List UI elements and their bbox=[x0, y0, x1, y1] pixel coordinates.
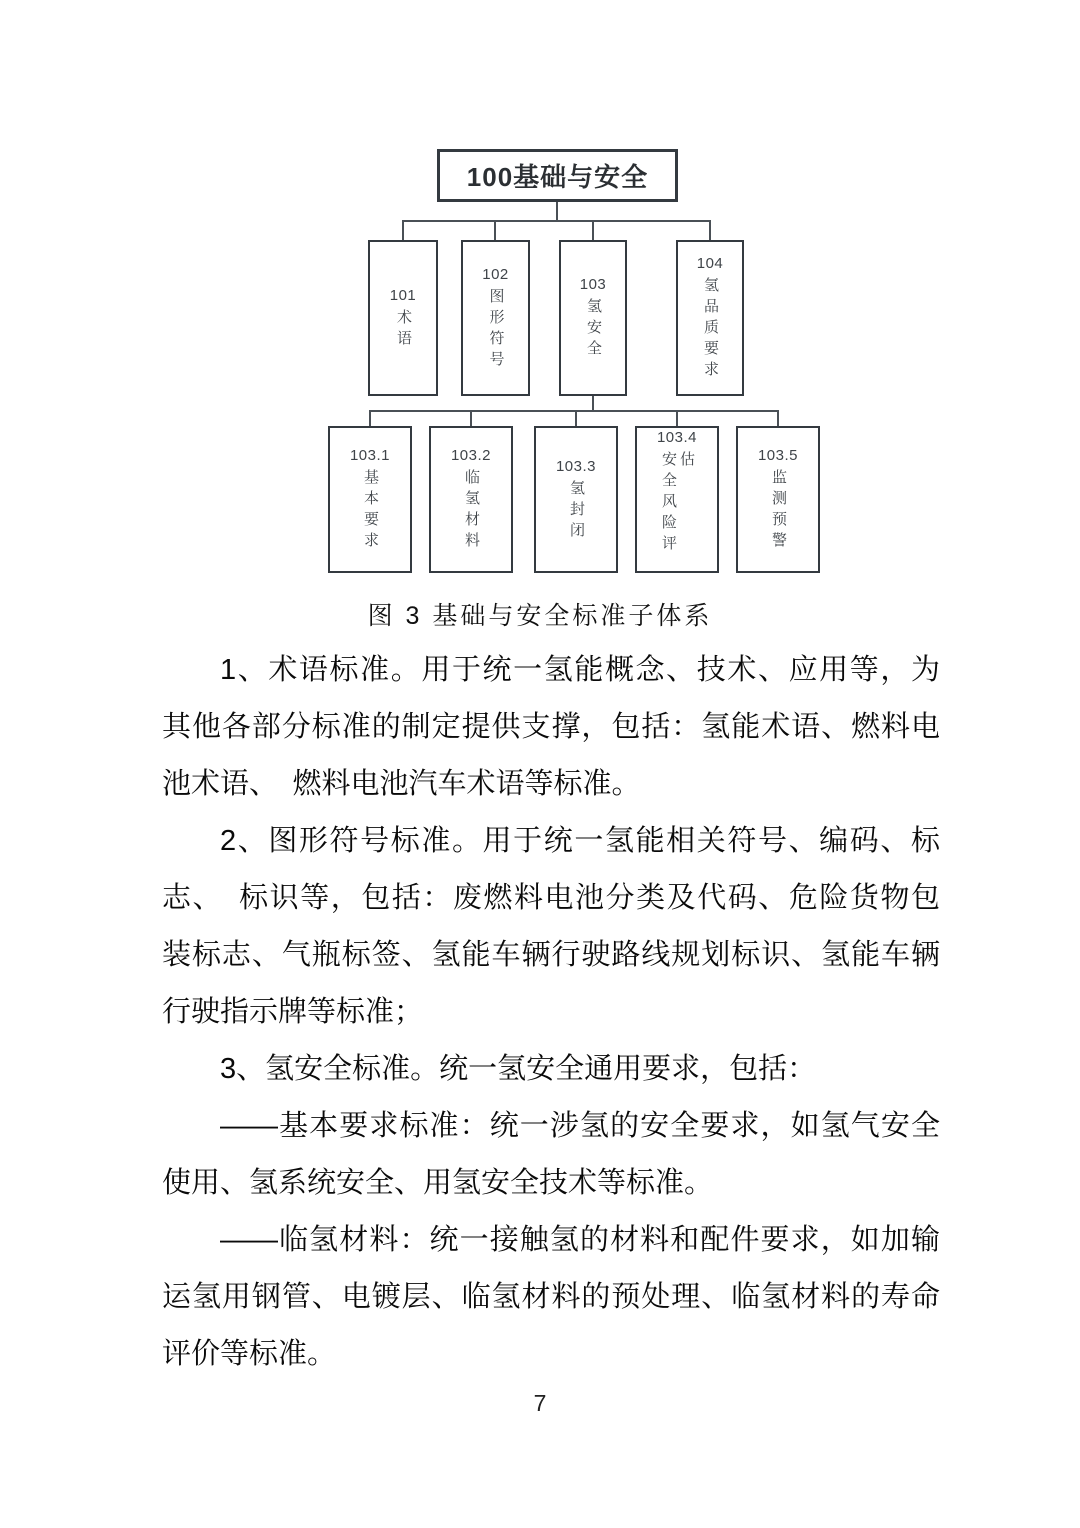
org-node-103-5-code: 103.5 bbox=[757, 447, 799, 464]
org-node-104-code: 104 bbox=[696, 255, 724, 272]
org-node-103-1-label: 基本要求 bbox=[362, 469, 379, 553]
connector-line bbox=[777, 410, 779, 426]
org-node-103-1-code: 103.1 bbox=[349, 447, 391, 464]
org-node-103-code: 103 bbox=[579, 276, 607, 293]
body-line: 3、氢安全标准。统一氢安全通用要求，包括： bbox=[220, 1053, 817, 1085]
org-node-103-3-label: 氢封闭 bbox=[568, 479, 585, 543]
figure-3-org-chart bbox=[0, 0, 1080, 640]
org-node-103-4-code: 103.4 bbox=[656, 429, 698, 446]
org-node-103-2 bbox=[429, 426, 513, 573]
org-node-103-3-code: 103.3 bbox=[555, 457, 597, 475]
connector-line bbox=[369, 410, 371, 426]
connector-line bbox=[402, 220, 711, 222]
body-text bbox=[162, 642, 940, 1383]
connector-line bbox=[592, 220, 594, 240]
org-node-104-label: 氢品质要求 bbox=[702, 277, 719, 382]
org-node-101 bbox=[368, 240, 438, 396]
connector-line bbox=[470, 410, 472, 426]
body-line: 行驶指示牌等标准； bbox=[162, 996, 424, 1028]
body-line: 志、 标识等，包括：废燃料电池分类及代码、危险货物包 bbox=[162, 882, 940, 914]
org-node-103-3 bbox=[534, 426, 618, 573]
org-node-101-code: 101 bbox=[389, 286, 417, 304]
body-line: 2、图形符号标准。用于统一氢能相关符号、编码、标 bbox=[220, 825, 940, 857]
connector-line bbox=[402, 220, 404, 240]
org-node-103-4 bbox=[635, 426, 719, 573]
body-line: 运氢用钢管、电镀层、临氢材料的预处理、临氢材料的寿命 bbox=[162, 1281, 940, 1313]
org-node-103-5 bbox=[736, 426, 820, 573]
org-node-102-code: 102 bbox=[482, 265, 509, 283]
body-line: 使用、氢系统安全、用氢安全技术等标准。 bbox=[162, 1167, 714, 1199]
org-node-102 bbox=[461, 240, 530, 396]
body-line: 其他各部分标准的制定提供支撑，包括：氢能术语、燃料电 bbox=[162, 711, 940, 743]
org-node-103-1 bbox=[328, 426, 412, 573]
body-line: 装标志、气瓶标签、氢能车辆行驶路线规划标识、氢能车辆 bbox=[162, 939, 940, 971]
org-node-103 bbox=[559, 240, 627, 396]
org-node-103-5-label: 监测预警 bbox=[770, 469, 787, 553]
body-line: ——临氢材料：统一接触氢的材料和配件要求，如加输 bbox=[220, 1224, 940, 1256]
org-node-102-label: 图形符号 bbox=[487, 287, 505, 372]
org-node-101-label: 术语 bbox=[395, 308, 412, 351]
connector-line bbox=[369, 410, 779, 412]
org-node-103-2-label: 临氢材料 bbox=[463, 469, 480, 553]
connector-line bbox=[676, 410, 678, 426]
body-line: 池术语、 燃料电池汽车术语等标准。 bbox=[162, 768, 641, 800]
org-node-103-4-label: 安全风险评估 bbox=[660, 451, 695, 556]
connector-line bbox=[556, 202, 558, 222]
connector-line bbox=[494, 220, 496, 240]
body-line: 评价等标准。 bbox=[162, 1338, 337, 1370]
org-node-104 bbox=[676, 240, 744, 396]
page-number: 7 bbox=[533, 1390, 547, 1416]
org-node-100-label: 100基础与安全 bbox=[466, 162, 649, 192]
figure-caption: 图 3 基础与安全标准子体系 bbox=[367, 602, 713, 630]
connector-line bbox=[709, 220, 711, 240]
body-line: ——基本要求标准：统一涉氢的安全要求，如氢气安全 bbox=[220, 1110, 940, 1142]
org-node-100 bbox=[437, 149, 678, 202]
org-node-103-label: 氢安全 bbox=[585, 298, 602, 361]
org-node-103-2-code: 103.2 bbox=[450, 447, 492, 464]
body-line: 1、术语标准。用于统一氢能概念、技术、应用等，为 bbox=[220, 654, 940, 686]
connector-line bbox=[575, 410, 577, 426]
